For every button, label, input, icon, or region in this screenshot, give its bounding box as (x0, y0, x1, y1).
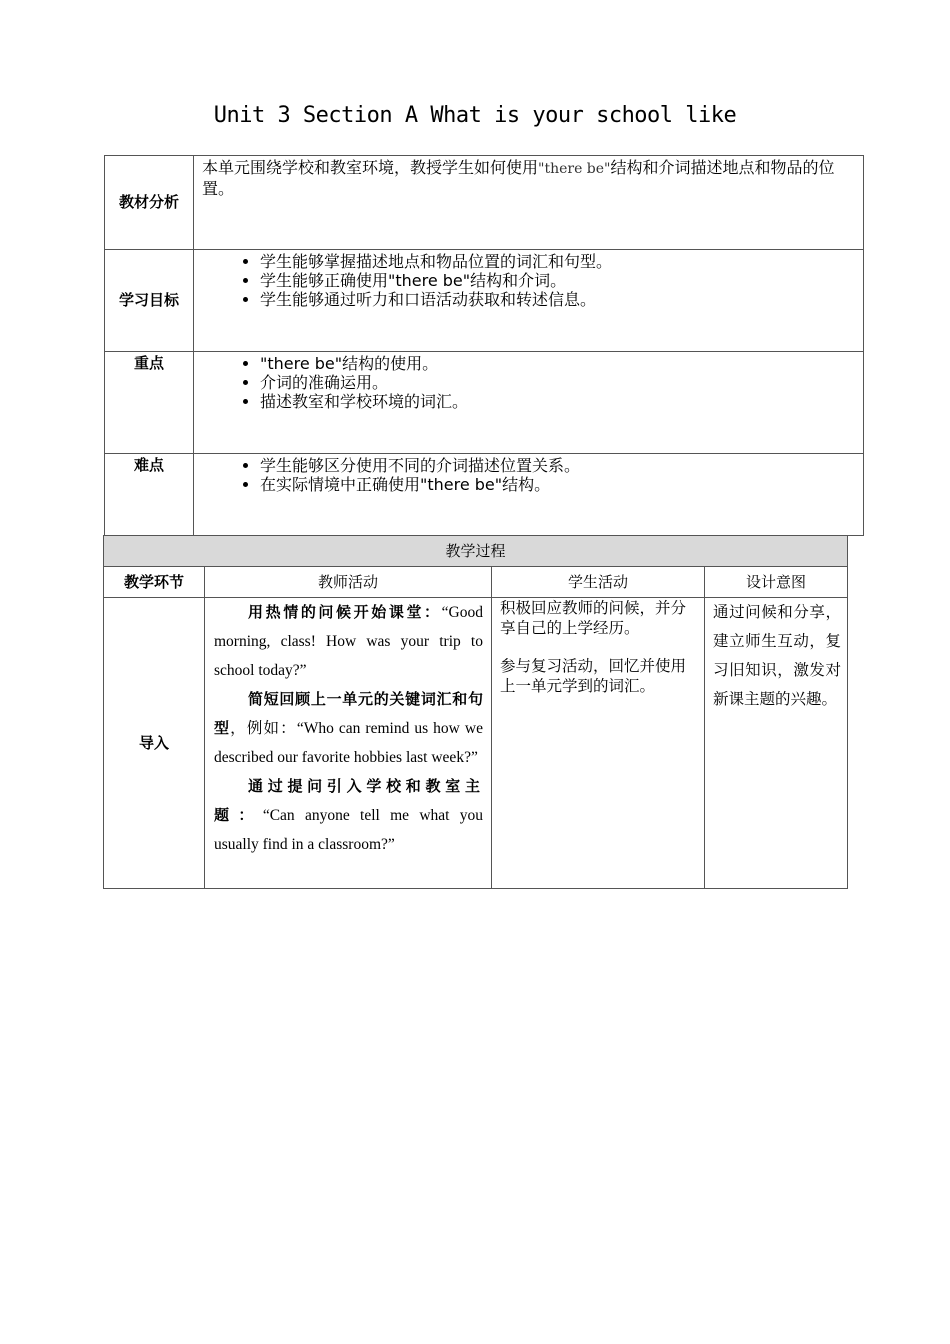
material-text-part: 本单元围绕学校和教室环境，教授学生如何使用 (202, 158, 539, 177)
process-table (103, 535, 848, 889)
row-label-difficulties: 难点 (105, 454, 194, 536)
stage-label: 导入 (104, 598, 205, 889)
teacher-step (214, 598, 483, 685)
table-row (105, 454, 864, 536)
list-item: • 学生能够区分使用不同的介词描述位置关系。 (260, 456, 857, 475)
column-header: 教学环节 (104, 567, 205, 598)
list-item: • 学生能够通过听力和口语活动获取和转述信息。 (260, 290, 857, 309)
table-row (104, 598, 848, 889)
difficulties-list (202, 456, 857, 494)
material-analysis-text (194, 156, 864, 250)
table-row (104, 567, 848, 598)
material-text-code: "there be" (538, 161, 611, 177)
row-label-key-points: 重点 (105, 352, 194, 454)
table-row (105, 156, 864, 250)
process-header: 教学过程 (104, 536, 848, 567)
list-item: • 描述教室和学校环境的词汇。 (260, 392, 857, 411)
goals-cell (194, 250, 864, 352)
list-item: • "there be"结构的使用。 (260, 354, 857, 373)
column-header: 教师活动 (205, 567, 492, 598)
student-step: 参与复习活动，回忆并使用上一单元学到的词汇。 (500, 657, 687, 695)
analysis-table (104, 155, 864, 536)
table-row (104, 536, 848, 567)
teacher-step (214, 685, 483, 772)
goals-list (202, 252, 857, 309)
list-item: • 学生能够正确使用"there be"结构和介词。 (260, 271, 857, 290)
key-points-list (202, 354, 857, 411)
column-header: 学生活动 (492, 567, 705, 598)
difficulties-cell (194, 454, 864, 536)
teacher-step (214, 772, 483, 859)
key-points-cell (194, 352, 864, 454)
table-row (105, 250, 864, 352)
teacher-activity (205, 598, 492, 889)
design-intent: 通过问候和分享，建立师生互动，复习旧知识，激发对新课主题的兴趣。 (705, 598, 848, 889)
student-step: 积极回应教师的问候，并分享自己的上学经历。 (500, 599, 687, 637)
row-label-goals: 学习目标 (105, 250, 194, 352)
column-header: 设计意图 (705, 567, 848, 598)
teacher-step-text: “Can anyone tell me what you usually find in a classroom?” (214, 807, 483, 853)
material-text-part: 结构和介词描述地点和物品的位置。 (202, 158, 835, 198)
teacher-step-bold: 通过提问引入学校和教室主题： (214, 777, 483, 824)
document-title: Unit 3 Section A What is your school like (213, 103, 737, 128)
teacher-step-bold: 用热情的问候开始课堂： (248, 603, 442, 621)
list-item: • 介词的准确运用。 (260, 373, 857, 392)
student-activity (492, 598, 705, 889)
row-label-material: 教材分析 (105, 156, 194, 250)
table-row (105, 352, 864, 454)
list-item: • 在实际情境中正确使用"there be"结构。 (260, 475, 857, 494)
teacher-step-text: “Good morning, class! How was your trip to school today?” (214, 604, 483, 679)
teacher-step-text: ，例如：“Who can remind us how we described our favorite hobbies last week?” (214, 720, 483, 766)
teacher-step-bold: 简短回顾上一单元的关键词汇和句型 (214, 690, 483, 737)
list-item: • 学生能够掌握描述地点和物品位置的词汇和句型。 (260, 252, 857, 271)
